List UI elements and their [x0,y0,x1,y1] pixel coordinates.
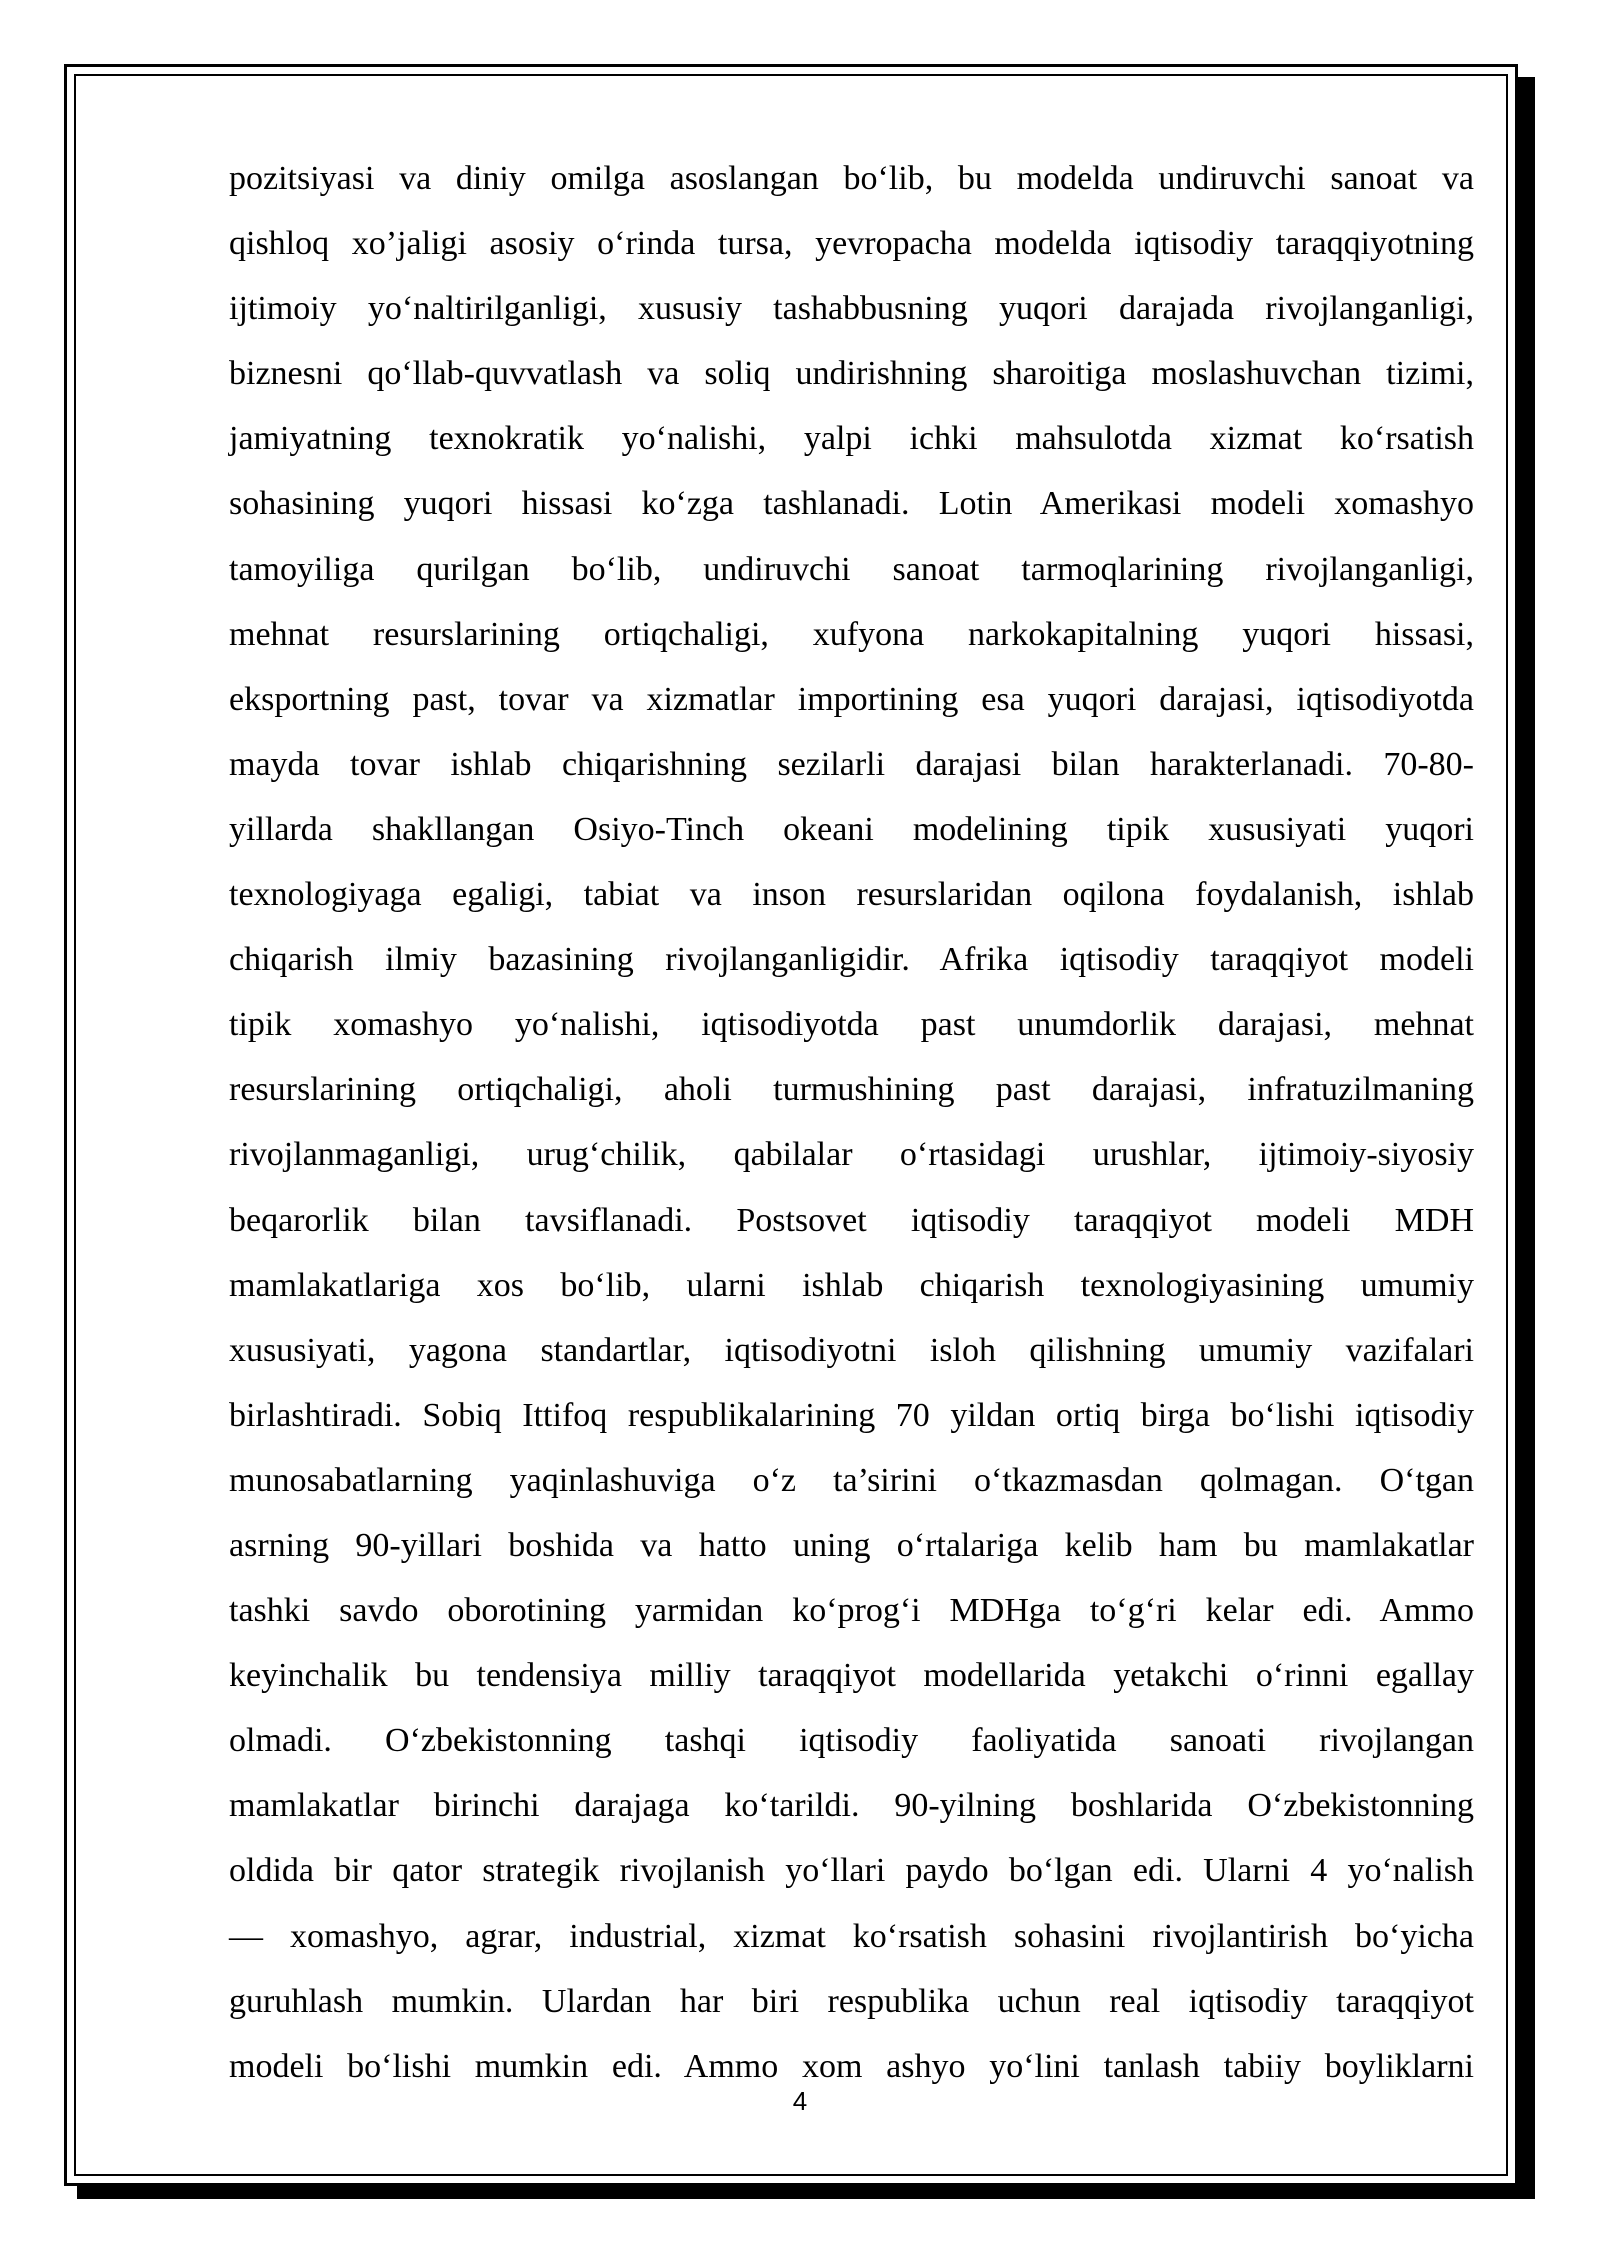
page-number: 4 [792,2086,808,2116]
body-line: qishloq xo’jaligi asosiy o‘rinda tursa, yevropacha modelda iqtisodiy taraqqiyotning [229,225,1474,263]
body-line: tashki savdo oborotining yarmidan ko‘prog‘i MDHga to‘g‘ri kelar edi. Ammo [229,1592,1474,1630]
body-line: pozitsiyasi va diniy omilga asoslangan bo‘lib, bu modelda undiruvchi sanoat va [229,160,1474,197]
body-line: keyinchalik bu tendensiya milliy taraqqiyot modellarida yetakchi o‘rinni egallay [229,1657,1474,1695]
body-line: birlashtiradi. Sobiq Ittifoq respublikalarining 70 yildan ortiq birga bo‘lishi iqtisodiy [229,1396,1474,1434]
body-line: mamlakatlar birinchi darajaga ko‘tarildi. 90-yilning boshlarida O‘zbekistonning [229,1787,1474,1825]
body-line: ijtimoiy yo‘naltirilganligi, xususiy tashabbusning yuqori darajada rivojlanganligi, [229,290,1474,328]
body-line: rivojlanmaganligi, urug‘chilik, qabilalar o‘rtasidagi urushlar, ijtimoiy-siyosiy [229,1136,1474,1174]
body-line: tamoyiliga qurilgan bo‘lib, undiruvchi sanoat tarmoqlarining rivojlanganligi, [229,550,1474,588]
body-line: oldida bir qator strategik rivojlanish yo‘llari paydo bo‘lgan edi. Ularni 4 yo‘nalish [229,1852,1474,1890]
body-line: mehnat resurslarining ortiqchaligi, xufyona narkokapitalning yuqori hissasi, [229,615,1474,653]
body-line: modeli bo‘lishi mumkin edi. Ammo xom ashyo yo‘lini tanlash tabiiy boyliklarni [229,2047,1474,2085]
body-line: resurslarining ortiqchaligi, aholi turmushining past darajasi, infratuzilmaning [229,1071,1474,1109]
body-line: — xomashyo, agrar, industrial, xizmat ko‘rsatish sohasini rivojlantirish bo‘yicha [229,1917,1474,1955]
body-line: mamlakatlariga xos bo‘lib, ularni ishlab chiqarish texnologiyasining umumiy [229,1266,1474,1304]
body-line: xususiyati, yagona standartlar, iqtisodiyotni isloh qilishning umumiy vazifalari [229,1331,1474,1369]
body-line: beqarorlik bilan tavsiflanadi. Postsovet iqtisodiy taraqqiyot modeli MDH [229,1201,1474,1239]
body-line: tipik xomashyo yo‘nalishi, iqtisodiyotda past unumdorlik darajasi, mehnat [229,1006,1474,1044]
body-line: jamiyatning texnokratik yo‘nalishi, yalpi ichki mahsulotda xizmat ko‘rsatish [229,420,1474,458]
body-line: chiqarish ilmiy bazasining rivojlanganligidir. Afrika iqtisodiy taraqqiyot modeli [229,941,1474,979]
body-line: texnologiyaga egaligi, tabiat va inson resurslaridan oqilona foydalanish, ishlab [229,876,1474,914]
body-paragraph [229,146,1474,2099]
body-line: guruhlash mumkin. Ulardan har biri respublika uchun real iqtisodiy taraqqiyot [229,1982,1474,2020]
body-line: olmadi. O‘zbekistonning tashqi iqtisodiy faoliyatida sanoati rivojlangan [229,1722,1474,1760]
body-line: sohasining yuqori hissasi ko‘zga tashlanadi. Lotin Amerikasi modeli xomashyo [229,485,1474,523]
body-line: biznesni qo‘llab-quvvatlash va soliq undirishning sharoitiga moslashuvchan tizimi, [229,355,1474,393]
body-line: munosabatlarning yaqinlashuviga o‘z ta’sirini o‘tkazmasdan qolmagan. O‘tgan [229,1461,1474,1499]
body-line: asrning 90-yillari boshida va hatto uning o‘rtalariga kelib ham bu mamlakatlar [229,1526,1474,1564]
body-line: yillarda shakllangan Osiyo-Tinch okeani modelining tipik xususiyati yuqori [229,810,1474,848]
body-line: mayda tovar ishlab chiqarishning sezilarli darajasi bilan harakterlanadi. 70-80- [229,745,1474,783]
body-line: eksportning past, tovar va xizmatlar importining esa yuqori darajasi, iqtisodiyotda [229,680,1474,718]
